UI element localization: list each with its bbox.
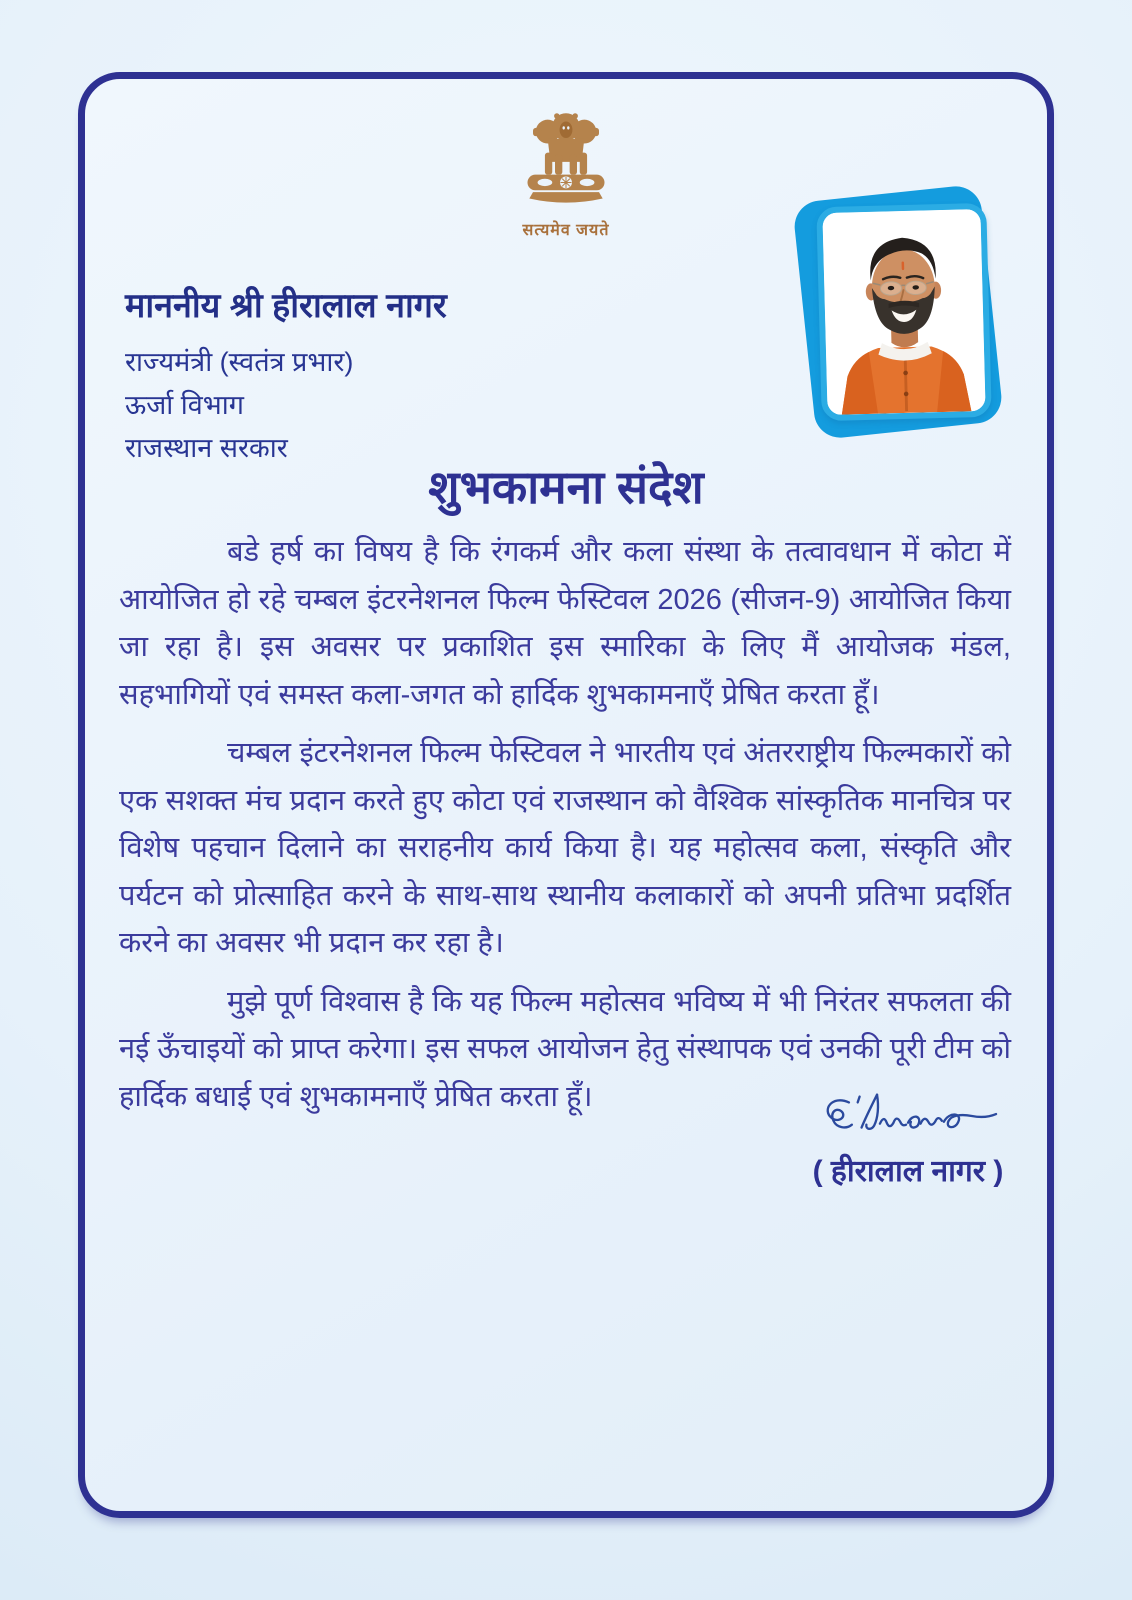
minister-photo xyxy=(816,203,992,421)
ashoka-lion-capital-icon xyxy=(520,105,612,215)
letter-card xyxy=(78,72,1054,1518)
officer-designation: राज्यमंत्री (स्वतंत्र प्रभार) xyxy=(125,347,354,377)
officer-identity-block xyxy=(125,281,447,470)
emblem-block xyxy=(476,105,656,240)
letter-body xyxy=(119,529,1011,1132)
paragraph-3: मुझे पूर्ण विश्वास है कि यह फिल्म महोत्सव भविष्य में भी निरंतर सफलता की नई ऊँचाइयों को प्राप्त करेगा। इस सफल आयोजन हेतु संस्थापक एवं उनकी पूरी टीम को हार्दिक बधाई एवं शुभकामनाएँ प्रेषित करता हूँ। xyxy=(119,985,1011,1113)
signature-block xyxy=(777,1085,1039,1190)
officer-government: राजस्थान सरकार xyxy=(125,433,288,463)
officer-department: ऊर्जा विभाग xyxy=(125,390,244,420)
letter-title: शुभकामना संदेश xyxy=(428,461,704,513)
emblem-motto: सत्यमेव जयते xyxy=(522,222,610,239)
paragraph-2: चम्बल इंटरनेशनल फिल्म फेस्टिवल ने भारतीय एवं अंतरराष्ट्रीय फिल्मकारों को एक सशक्त मंच प्रदान करते हुए कोटा एवं राजस्थान को वैश्विक सांस्कृतिक मानचित्र पर विशेष पहचान दिलाने का सराहनीय कार्य किया है। यह महोत्सव कला, संस्कृति और पर्यटन को प्रोत्साहित करने के साथ-साथ स्थानीय कलाकारों को अपनी प्रतिभा प्रदर्शित करने का अवसर भी प्रदान कर रहा है। xyxy=(119,737,1011,959)
paragraph-1: बडे हर्ष का विषय है कि रंगकर्म और कला संस्था के तत्वावधान में कोटा में आयोजित हो रहे चम्बल इंटरनेशनल फिल्म फेस्टिवल 2026 (सीजन-9) आयोजित किया जा रहा है। इस अवसर पर प्रकाशित इस स्मारिका के लिए मैं आयोजक मंडल, सहभागियों एवं समस्त कला-जगत को हार्दिक शुभकामनाएँ प्रेषित करता हूँ। xyxy=(119,536,1011,711)
officer-name: माननीय श्री हीरालाल नागर xyxy=(125,287,447,325)
signatory-name: ( हीरालाल नागर ) xyxy=(812,1155,1004,1188)
handwritten-signature-image xyxy=(815,1085,1001,1145)
minister-portrait-illustration xyxy=(822,209,985,415)
minister-photo-block xyxy=(819,205,989,419)
